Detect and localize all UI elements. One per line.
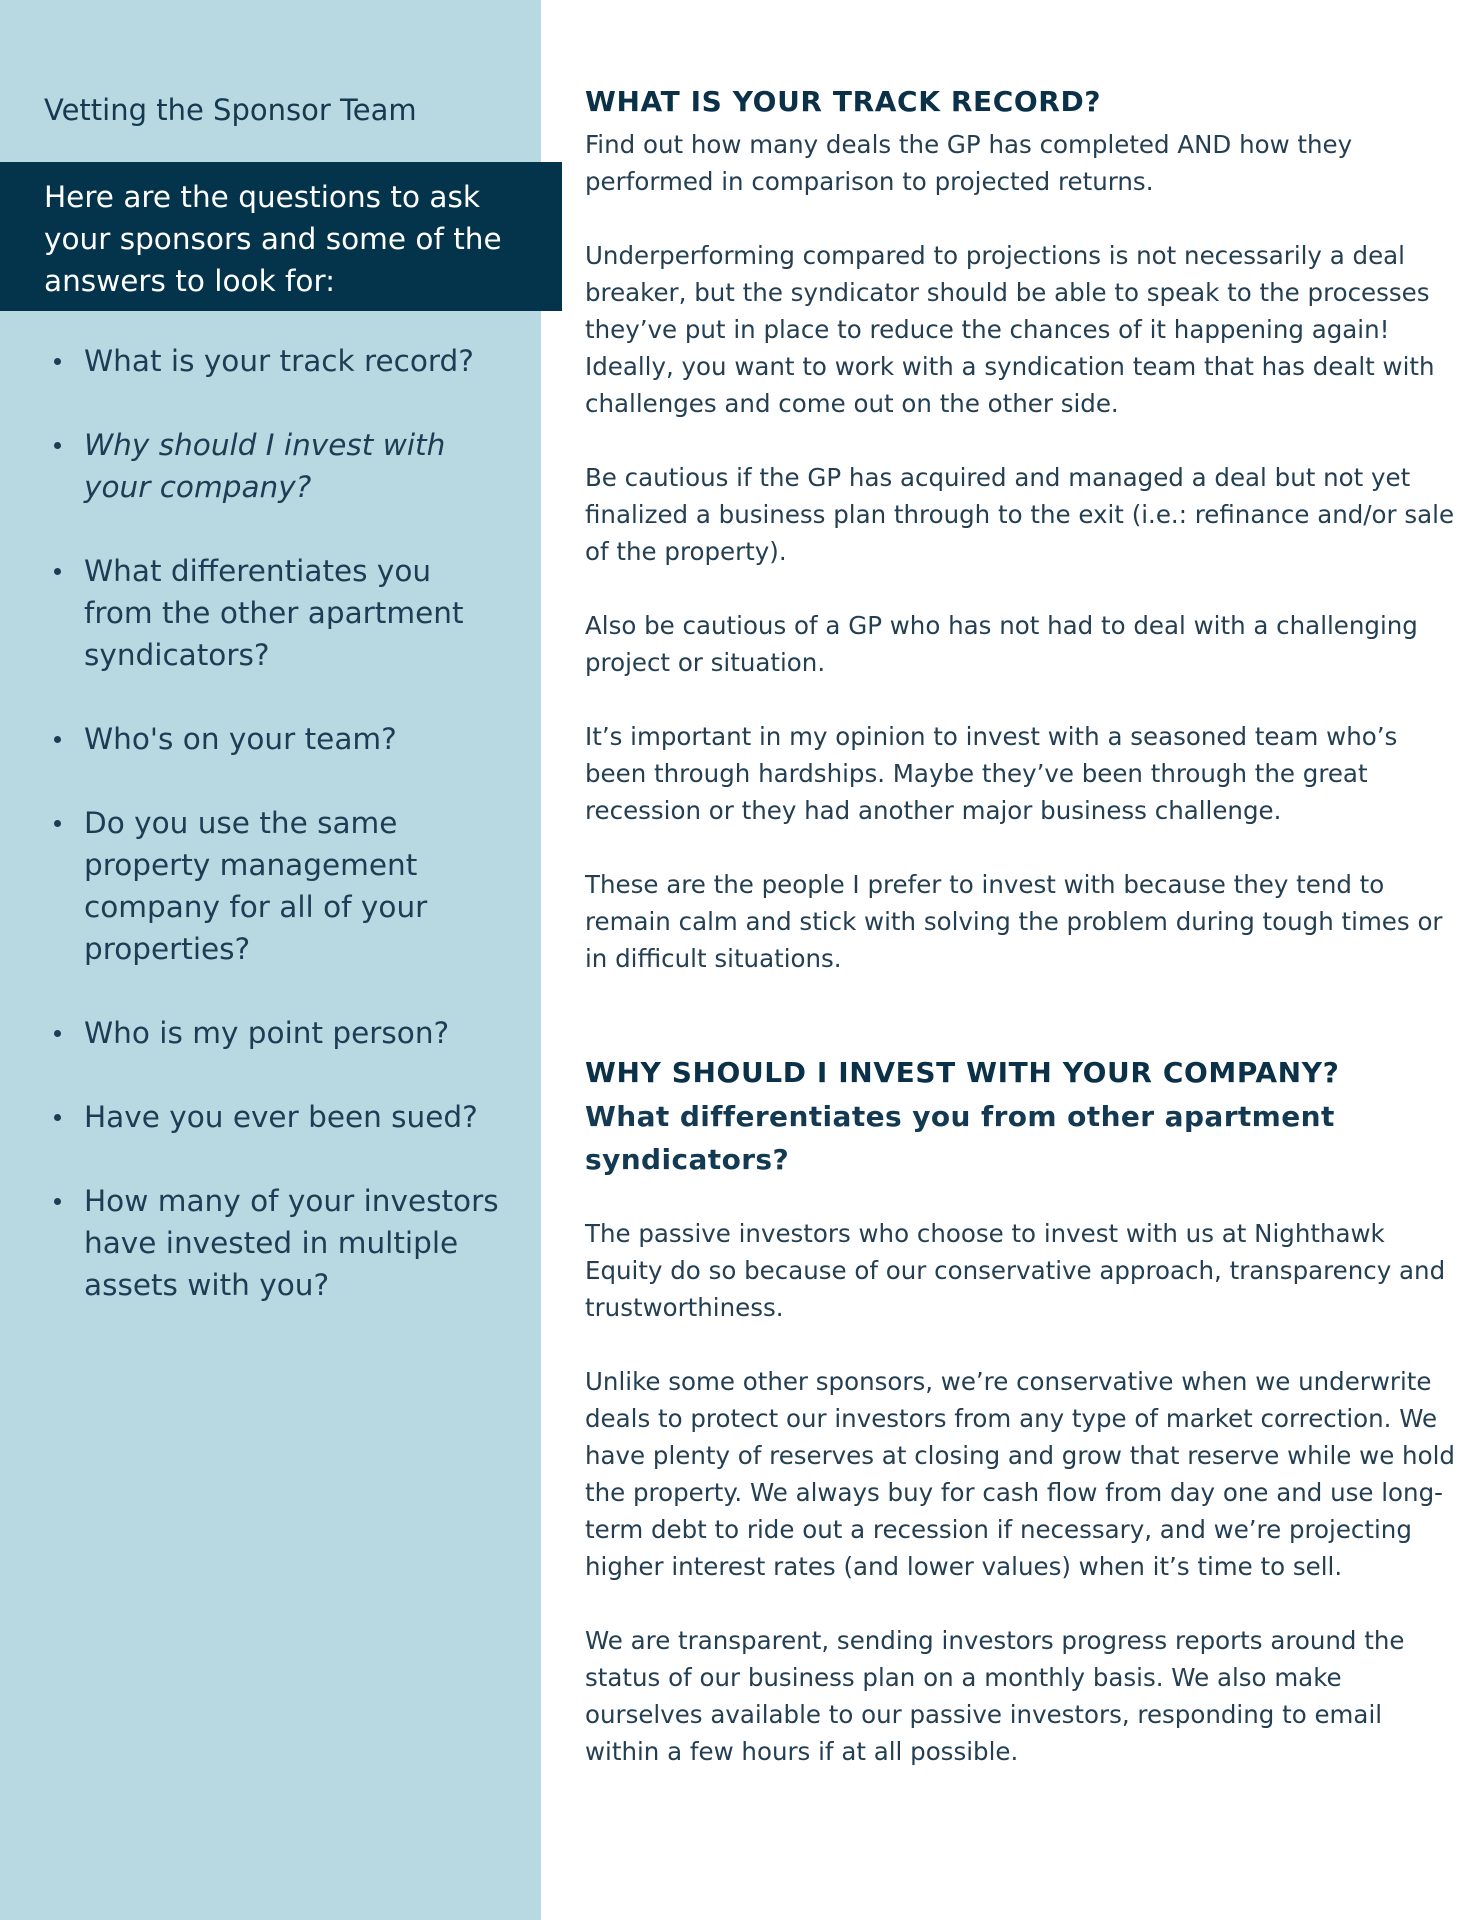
question-text: What differentiates you from the other apartment syndicators?: [84, 554, 464, 672]
bullet-icon: [54, 442, 61, 449]
paragraph: We are transparent, sending investors progress reports around the status of our business plan on a monthly basis. We also make ourselves available to our passive investors, responding to email within a few hours if at all possible.: [585, 1626, 1405, 1766]
paragraph: Unlike some other sponsors, we’re conservative when we underwrite deals to protect our investors from any type of market correction. We have plenty of reserves at closing and grow that reserve while we hold the property. We always buy for cash flow from day one and use long-term debt to ride out a recession if necessary, and we’re projecting higher interest rates (and lower values) when it’s time to sell.: [585, 1367, 1455, 1581]
section-heading: WHY SHOULD I INVEST WITH YOUR COMPANY?: [585, 1056, 1340, 1089]
sidebar: [0, 0, 541, 1920]
question-text: Who's on your team?: [84, 722, 397, 756]
bullet-icon: [54, 820, 61, 827]
question-list: [44, 340, 504, 1348]
paragraph: These are the people I prefer to invest with because they tend to remain calm and stick with solving the problem during tough times or in difficult situations.: [585, 870, 1443, 973]
intro-text: Here are the questions to ask your sponsors and some of the answers to look for:: [44, 180, 502, 298]
paragraph: Find out how many deals the GP has completed AND how they performed in comparison to projected returns.: [585, 130, 1353, 196]
sidebar-title: Vetting the Sponsor Team: [44, 93, 417, 127]
list-item: [44, 550, 504, 676]
question-text: How many of your investors have invested in multiple assets with you?: [84, 1184, 499, 1302]
bullet-icon: [54, 1030, 61, 1037]
question-text: Why should I invest with your company?: [84, 428, 446, 504]
paragraph: It’s important in my opinion to invest with a seasoned team who’s been through hardships. Maybe they’ve been through the great recession or they had another major business challenge.: [585, 722, 1398, 825]
question-text: Do you use the same property management company for all of your properties?: [84, 806, 428, 966]
question-text: Have you ever been sued?: [84, 1100, 478, 1134]
paragraph: Underperforming compared to projections is not necessarily a deal breaker, but the syndicator should be able to speak to the processes they’ve put in place to reduce the chances of it happening again! Ideally, you want to work with a syndication team that has dealt with challenges and come out on the other side.: [585, 241, 1435, 418]
main-content: [585, 80, 1455, 1770]
list-item: [44, 424, 504, 508]
list-item: [44, 802, 504, 970]
paragraph: Also be cautious of a GP who has not had to deal with a challenging project or situation.: [585, 611, 1418, 677]
list-item: [44, 1180, 504, 1306]
list-item: [44, 1012, 504, 1054]
section-why-invest: [585, 1051, 1455, 1770]
section-track-record: [585, 80, 1455, 977]
intro-box: [0, 162, 562, 311]
bullet-icon: [54, 358, 61, 365]
list-item: [44, 1096, 504, 1138]
question-text: What is your track record?: [84, 344, 474, 378]
bullet-icon: [54, 568, 61, 575]
bullet-icon: [54, 1198, 61, 1205]
bullet-icon: [54, 736, 61, 743]
section-heading: WHAT IS YOUR TRACK RECORD?: [585, 85, 1102, 118]
paragraph: The passive investors who choose to invest with us at Nighthawk Equity do so because of our conservative approach, transparency and trustworthiness.: [585, 1219, 1446, 1322]
list-item: [44, 718, 504, 760]
list-item: [44, 340, 504, 382]
section-subheading: What differentiates you from other apartment syndicators?: [585, 1100, 1335, 1176]
bullet-icon: [54, 1114, 61, 1121]
question-text: Who is my point person?: [84, 1016, 450, 1050]
paragraph: Be cautious if the GP has acquired and managed a deal but not yet finalized a business plan through to the exit (i.e.: refinance and/or sale of the property).: [585, 463, 1455, 566]
